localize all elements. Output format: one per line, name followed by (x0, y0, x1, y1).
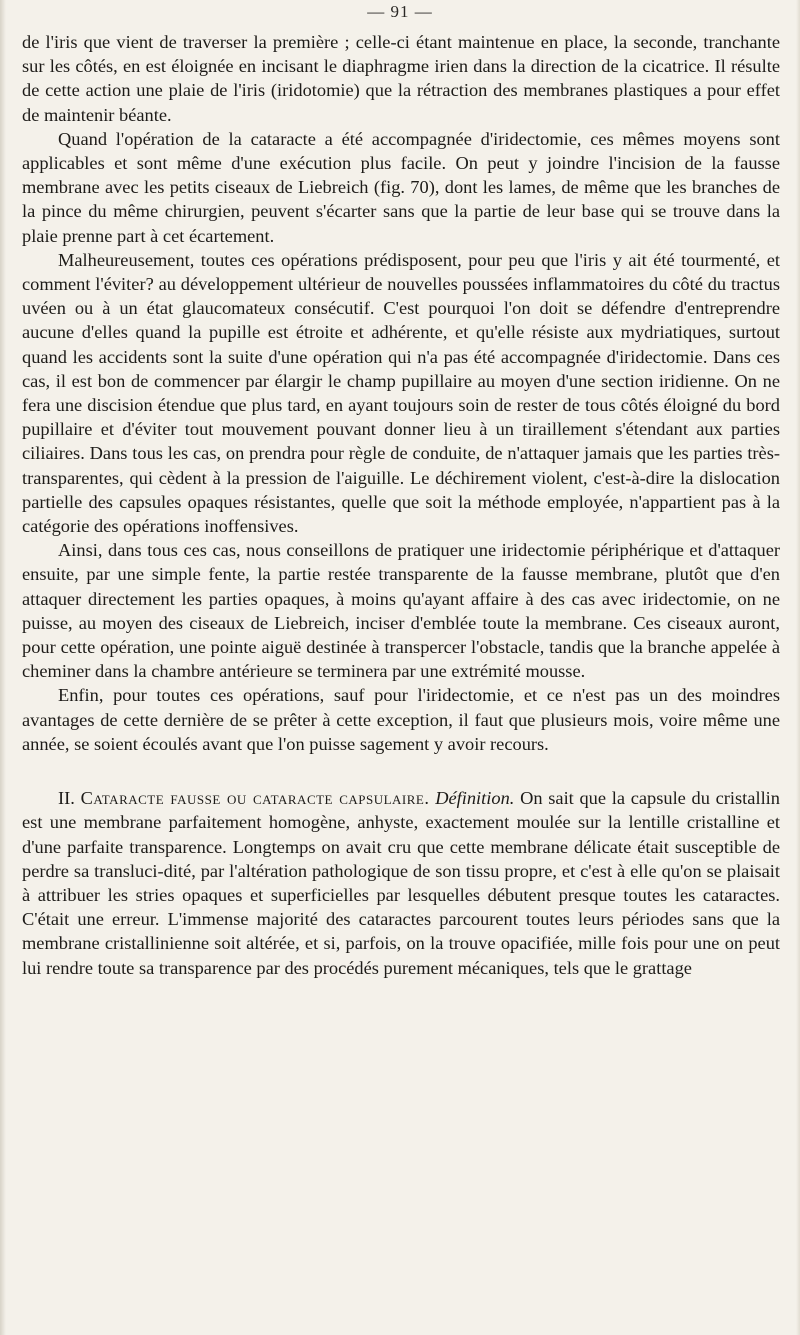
section-number: II. (58, 788, 75, 809)
paragraph-iridectomy: Quand l'opération de la cataracte a été accompagnée d'iridectomie, ces mêmes moyens sont applicables et sont même d'une exécution plus facile. On peut y joindre l'incision de la fausse membrane avec les petits ciseaux de Liebreich (fig. 70), dont les lames, de même que les branches de la pince du même chirurgien, peuvent s'écarter sans que la partie de leur base qui se trouve dans la plaie prenne part à cet écartement. (22, 128, 780, 246)
paragraph-risks: Malheureusement, toutes ces opérations prédisposent, pour peu que l'iris y ait été tourmenté, et comment l'éviter? au développement ultérieur de nouvelles poussées inflammatoires du côté du tractus uvéen ou à un état glaucomateux consécutif. C'est pourquoi l'on doit se défendre d'entreprendre aucune d'elles quand la pupille est étroite et adhérente, et qu'elle résiste aux mydriatiques, surtout quand les accidents sont la suite d'une opération qui n'a pas été accompagnée d'iridectomie. Dans ces cas, il est bon de commencer par élargir le champ pupillaire au moyen d'une section iridienne. On ne fera une discision étendue que plus tard, en ayant toujours soin de rester de tous côtés éloigné du bord pupillaire et d'éviter tout mouvement pouvant donner lieu à un tiraillement s'étendant aux parties ciliaires. Dans tous les cas, on prendra pour règle de conduite, de n'attaquer jamais que les parties très-transparentes, qui cèdent à la pression de l'aiguille. Le déchirement violent, c'est-à-dire la dislocation partielle des capsules opaques résistantes, quelle que soit la méthode employée, n'appartient pas à la catégorie des opérations inoffensives. (22, 249, 780, 537)
section-spacer (22, 756, 780, 786)
section-subheading: Définition. (435, 788, 515, 809)
body-text (22, 30, 780, 980)
section-heading: Cataracte fausse ou cataracte capsulaire. (80, 788, 430, 809)
paragraph-continuation: de l'iris que vient de traverser la première ; celle-ci étant maintenue en place, la seconde, tranchante sur les côtés, en est éloignée en incisant le diaphragme irien dans la direction de la cicatrice. Il résulte de cette action une plaie de l'iris (iridotomie) que la rétraction des membranes plastiques a pour effet de maintenir béante. (22, 32, 780, 125)
page-gutter-shadow (0, 0, 6, 1335)
page-number: — 91 — (367, 2, 433, 21)
section-capsular-cataract (22, 786, 780, 980)
section-body: On sait que la capsule du cristallin est une membrane parfaitement homogène, anhyste, exactement moulée sur la lentille cristalline et d'une parfaite transparence. Longtemps on avait cru que cette membrane délicate était susceptible de perdre sa transluci-dité, par l'altération pathologique de son tissu propre, et c'est à elle qu'on se plaisait à attribuer les stries opaques et superficielles par lesquelles débutent presque toutes les cataractes. C'était une erreur. L'immense majorité des cataractes parcourent toutes leurs périodes sans que la membrane cristallinienne soit altérée, et si, parfois, on la trouve opacifiée, mille fois pour une on peut lui rendre toute sa transparence par des procédés purement mécaniques, tels que le grattage (22, 788, 780, 978)
paragraph-advice: Ainsi, dans tous ces cas, nous conseillons de pratiquer une iridectomie périphérique et d'attaquer ensuite, par une simple fente, la partie restée transparente de la fausse membrane, plutôt que d'en attaquer directement les parties opaques, à moins qu'ayant affaire à des cas avec iridectomie, on ne puisse, au moyen des ciseaux de Liebreich, inciser d'emblée toute la membrane. Ces ciseaux auront, pour cette opération, une pointe aiguë destinée à transpercer l'obstacle, tandis que la branche appelée à cheminer dans la chambre antérieure se terminera par une extrémité mousse. (22, 540, 780, 682)
paragraph-timing: Enfin, pour toutes ces opérations, sauf pour l'iridectomie, et ce n'est pas un des moindres avantages de cette dernière de se prêter à cette exception, il faut que plusieurs mois, voire même une année, se soient écoulés avant que l'on puisse sagement y avoir recours. (22, 685, 780, 754)
page-edge-shadow (796, 0, 800, 1335)
